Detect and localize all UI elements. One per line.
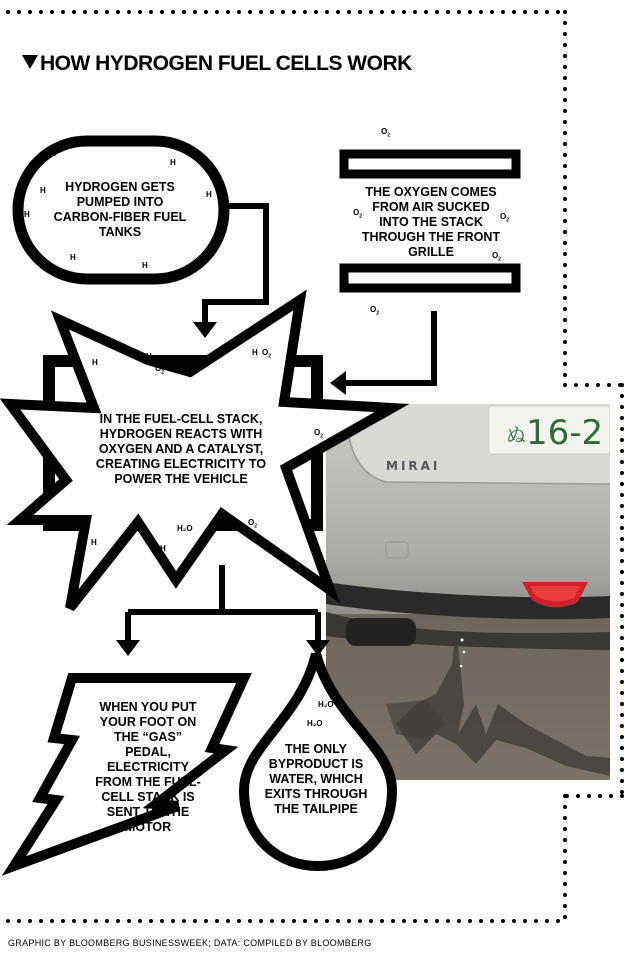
plate-kana: ぬ [506, 423, 526, 447]
hydrogen-molecule-label: H [70, 253, 76, 262]
arrow-grille-to-stack [346, 311, 434, 383]
water-molecule-label: H₂O [177, 524, 193, 533]
step-hydrogen-tank-text: HYDROGEN GETS PUMPED INTO CARBON-FIBER FUEL TANKS [53, 180, 187, 239]
arrowhead-down-icon [193, 322, 217, 338]
hydrogen-molecule-label: H [146, 352, 152, 361]
oxygen-molecule-label: $O_2$ [155, 364, 165, 376]
mirai-badge: MIRAI [386, 459, 441, 473]
hydrogen-molecule-label: H [91, 538, 97, 547]
oxygen-molecule-label: $O_2$ [314, 428, 324, 440]
hydrogen-molecule-label: H [24, 210, 30, 219]
hydrogen-molecule-label: H [50, 149, 56, 158]
water-molecule-label: H₂O [307, 719, 323, 728]
hydrogen-molecule-label: H [160, 544, 166, 553]
oxygen-molecule-label: $O_2$ [262, 348, 272, 360]
hydrogen-molecule-label: H [252, 348, 258, 357]
oxygen-molecule-label: $O_2$ [248, 518, 258, 530]
oxygen-molecule-label: $O_2$ [370, 305, 380, 317]
hydrogen-molecule-label: H [142, 261, 148, 270]
hydrogen-molecule-label: H [206, 190, 212, 199]
hydrogen-molecule-label: H [92, 358, 98, 367]
page-title: HOW HYDROGEN FUEL CELLS WORK [22, 52, 412, 76]
plate-number: 16-2 [526, 413, 604, 453]
hydrogen-molecule-label: H [40, 186, 46, 195]
arrowhead-left-icon [330, 371, 346, 395]
grille-bottom-bar [344, 268, 516, 288]
oxygen-molecule-label: $O_2$ [500, 212, 510, 224]
arrowhead-pedal-icon [116, 640, 140, 656]
oxygen-molecule-label: $O_2$ [381, 127, 391, 139]
step-stack-text: IN THE FUEL-CELL STACK, HYDROGEN REACTS WITH OXYGEN AND A CATALYST, CREATING ELECTRICITY TO POWER THE VEHICLE [95, 412, 267, 486]
water-molecule-label: H₂O [318, 700, 334, 709]
oxygen-molecule-label: $O_2$ [353, 208, 363, 220]
step-pedal-text: WHEN YOU PUT YOUR FOOT ON THE “GAS” PEDAL, ELECTRICITY FROM THE FUEL-CELL STACK IS SENT TO THE MOTOR [95, 700, 201, 834]
step-water-text: THE ONLY BYPRODUCT IS WATER, WHICH EXITS THROUGH THE TAILPIPE [264, 742, 368, 816]
hydrogen-molecule-label: H [170, 158, 176, 167]
grille-top-bar [344, 154, 516, 174]
arrow-stack-to-outputs [128, 565, 318, 640]
oxygen-molecule-label: $O_2$ [492, 251, 502, 263]
source-footer: GRAPHIC BY BLOOMBERG BUSINESSWEEK; DATA: COMPILED BY BLOOMBERG [8, 938, 372, 948]
step-oxygen-text: THE OXYGEN COMES FROM AIR SUCKED INTO THE STACK THROUGH THE FRONT GRILLE [361, 185, 501, 259]
